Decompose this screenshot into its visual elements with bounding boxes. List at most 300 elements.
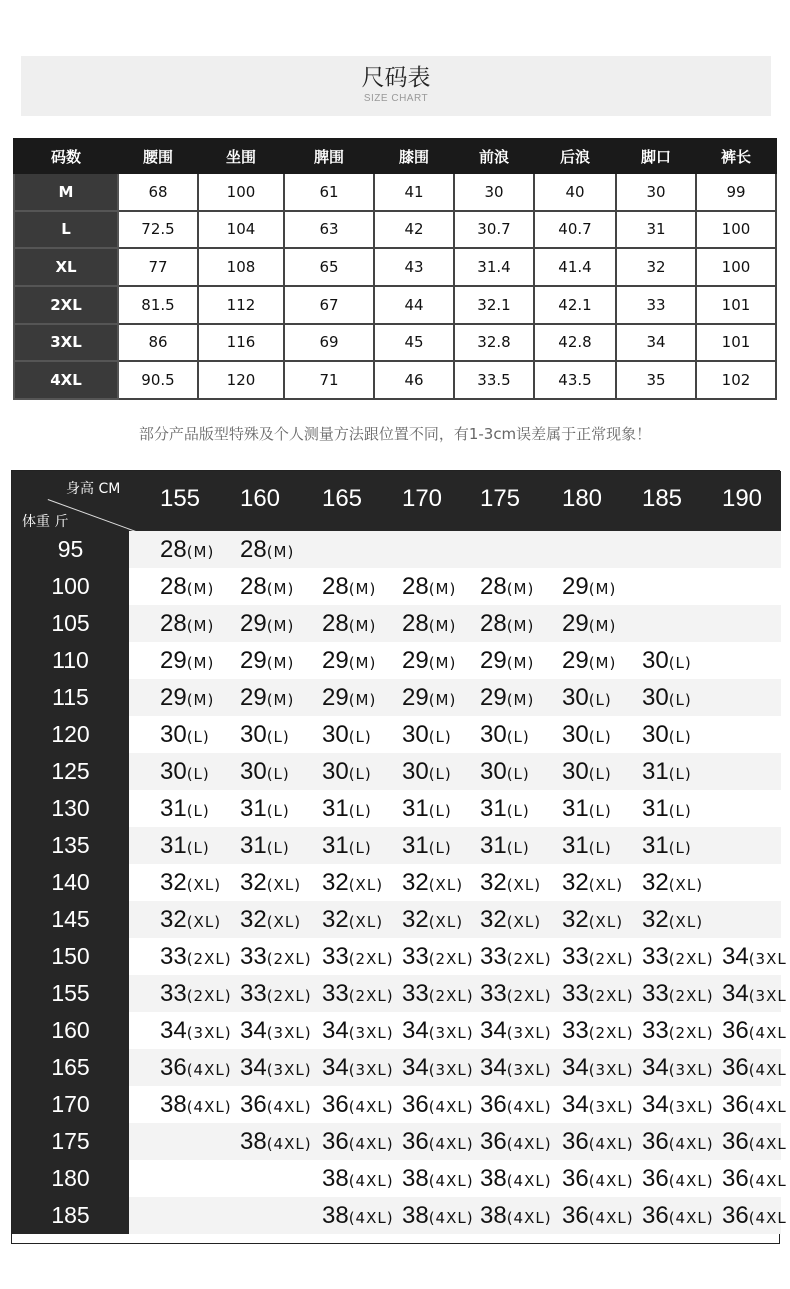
size-code: (4XL <box>748 1172 787 1190</box>
table-cell: 33 <box>616 286 696 324</box>
fit-cell <box>642 790 692 827</box>
waist-size: 28 <box>402 573 429 600</box>
fit-cell <box>322 642 376 679</box>
fit-row <box>12 1086 787 1123</box>
table-row <box>14 361 776 399</box>
waist-size: 29 <box>322 647 349 674</box>
waist-size: 29 <box>240 610 267 637</box>
fit-cell <box>240 1086 312 1123</box>
table-cell: 43.5 <box>534 361 616 399</box>
waist-size: 33 <box>562 980 589 1007</box>
fit-cell <box>160 1012 232 1049</box>
waist-size: 36 <box>722 1054 749 1081</box>
size-code: (3XL) <box>186 1024 232 1042</box>
size-code: (L) <box>348 839 372 857</box>
size-label: XL <box>14 248 118 286</box>
fit-cell <box>722 1049 787 1086</box>
fit-cell <box>240 679 294 716</box>
fit-cell <box>480 642 534 679</box>
table-cell: 42 <box>374 211 454 249</box>
waist-size: 31 <box>402 832 429 859</box>
fit-cell <box>480 938 552 975</box>
fit-cell <box>562 864 623 901</box>
table-cell: 108 <box>198 248 284 286</box>
table-cell: 100 <box>198 173 284 211</box>
fit-cell <box>160 716 210 753</box>
size-code: (XL) <box>186 876 222 894</box>
size-code: (4XL) <box>506 1135 552 1153</box>
table-row <box>14 286 776 324</box>
waist-size: 34 <box>562 1091 589 1118</box>
fit-cell <box>240 1012 312 1049</box>
waist-size: 31 <box>562 795 589 822</box>
size-code: (4XL) <box>266 1098 312 1116</box>
fit-cell <box>240 827 290 864</box>
waist-size: 33 <box>240 980 267 1007</box>
table-cell: 61 <box>284 173 374 211</box>
fit-cell <box>722 1197 787 1234</box>
waist-size: 34 <box>240 1017 267 1044</box>
fit-cell <box>480 790 530 827</box>
fit-cell <box>562 790 612 827</box>
weight-label: 140 <box>12 864 129 901</box>
fit-cell <box>160 975 232 1012</box>
size-code: (L) <box>186 839 210 857</box>
waist-size: 28 <box>160 573 187 600</box>
height-axis-label: 身高 CM <box>66 481 121 497</box>
size-code: (L) <box>348 802 372 820</box>
table-cell: 101 <box>696 324 776 362</box>
fit-cell <box>722 975 787 1012</box>
waist-size: 32 <box>240 869 267 896</box>
waist-size: 30 <box>322 721 349 748</box>
height-label: 165 <box>321 485 363 512</box>
waist-size: 29 <box>160 684 187 711</box>
waist-size: 29 <box>160 647 187 674</box>
fit-cell <box>160 827 210 864</box>
table-cell: 34 <box>616 324 696 362</box>
waist-size: 32 <box>402 869 429 896</box>
size-code: (M) <box>506 654 535 672</box>
waist-size: 32 <box>642 906 669 933</box>
fit-row <box>12 716 781 753</box>
waist-size: 32 <box>480 906 507 933</box>
fit-row <box>12 790 781 827</box>
size-code: (4XL) <box>428 1172 474 1190</box>
fit-cell <box>642 864 703 901</box>
size-code: (3XL) <box>428 1024 474 1042</box>
fit-cell <box>322 901 383 938</box>
waist-size: 34 <box>722 943 749 970</box>
size-code: (4XL <box>748 1209 787 1227</box>
waist-size: 32 <box>480 869 507 896</box>
fit-cell <box>562 605 616 642</box>
size-code: (2XL) <box>428 950 474 968</box>
waist-size: 38 <box>480 1202 507 1229</box>
waist-size: 33 <box>480 943 507 970</box>
table-cell: 72.5 <box>118 211 198 249</box>
fit-cell <box>240 938 312 975</box>
waist-size: 36 <box>402 1128 429 1155</box>
table-cell: 100 <box>696 211 776 249</box>
waist-size: 33 <box>562 1017 589 1044</box>
waist-size: 30 <box>642 721 669 748</box>
table-cell: 32.1 <box>454 286 534 324</box>
fit-cell <box>562 1086 634 1123</box>
size-label: M <box>14 173 118 211</box>
size-code: (L) <box>506 765 530 783</box>
table-cell: 120 <box>198 361 284 399</box>
size-label: L <box>14 211 118 249</box>
table-cell: 77 <box>118 248 198 286</box>
fit-cell <box>642 901 703 938</box>
waist-size: 34 <box>402 1017 429 1044</box>
table-header-row <box>14 139 776 173</box>
size-code: (L) <box>266 728 290 746</box>
size-code: (M) <box>266 580 295 598</box>
size-code: (2XL) <box>266 950 312 968</box>
size-code: (2XL) <box>588 950 634 968</box>
fit-cell <box>562 1049 634 1086</box>
size-code: (2XL) <box>266 987 312 1005</box>
size-code: (M) <box>506 617 535 635</box>
size-code: (4XL) <box>348 1209 394 1227</box>
fit-row <box>12 938 787 975</box>
waist-size: 28 <box>240 573 267 600</box>
fit-cell <box>642 938 714 975</box>
fit-cell <box>722 1012 787 1049</box>
fit-cell <box>240 605 294 642</box>
waist-size: 36 <box>480 1091 507 1118</box>
waist-size: 31 <box>642 758 669 785</box>
fit-chart-header <box>12 471 781 531</box>
size-code: (L) <box>266 765 290 783</box>
size-code: (2XL) <box>186 950 232 968</box>
fit-cell <box>322 975 394 1012</box>
table-row <box>14 173 776 211</box>
weight-label: 175 <box>12 1123 129 1160</box>
size-code: (XL) <box>428 876 464 894</box>
size-code: (M) <box>588 654 617 672</box>
weight-label: 150 <box>12 938 129 975</box>
size-code: (M) <box>588 580 617 598</box>
waist-size: 31 <box>480 832 507 859</box>
table-cell: 86 <box>118 324 198 362</box>
fit-cell <box>642 679 692 716</box>
size-code: (4XL <box>748 1061 787 1079</box>
waist-size: 33 <box>480 980 507 1007</box>
waist-size: 29 <box>402 684 429 711</box>
table-cell: 35 <box>616 361 696 399</box>
waist-size: 34 <box>562 1054 589 1081</box>
waist-size: 28 <box>402 610 429 637</box>
fit-cell <box>402 1049 474 1086</box>
size-code: (M) <box>348 580 377 598</box>
waist-size: 36 <box>722 1091 749 1118</box>
weight-label: 180 <box>12 1160 129 1197</box>
fit-cell <box>322 1197 394 1234</box>
fit-cell <box>160 1086 232 1123</box>
fit-cell <box>240 1049 312 1086</box>
fit-cell <box>160 568 214 605</box>
fit-cell <box>402 1012 474 1049</box>
fit-cell <box>402 753 452 790</box>
weight-label: 155 <box>12 975 129 1012</box>
height-label: 155 <box>159 485 201 512</box>
waist-size: 32 <box>402 906 429 933</box>
waist-size: 29 <box>562 610 589 637</box>
waist-size: 33 <box>160 943 187 970</box>
waist-size: 30 <box>240 758 267 785</box>
waist-size: 30 <box>642 684 669 711</box>
size-code: (L) <box>266 839 290 857</box>
waist-size: 30 <box>402 758 429 785</box>
waist-size: 33 <box>240 943 267 970</box>
waist-size: 33 <box>402 980 429 1007</box>
size-code: (M) <box>186 617 215 635</box>
fit-cell <box>160 790 210 827</box>
fit-cell <box>240 901 301 938</box>
size-code: (M) <box>266 617 295 635</box>
size-code: (XL) <box>588 876 624 894</box>
table-cell: 41 <box>374 173 454 211</box>
fit-cell <box>562 827 612 864</box>
fit-row <box>12 1197 787 1234</box>
size-code: (L) <box>668 802 692 820</box>
waist-size: 28 <box>322 610 349 637</box>
size-code: (L) <box>668 691 692 709</box>
fit-cell <box>480 568 534 605</box>
fit-cell <box>160 531 214 568</box>
size-code: (L) <box>428 728 452 746</box>
fit-cell <box>642 1012 714 1049</box>
size-code: (4XL) <box>266 1135 312 1153</box>
waist-size: 36 <box>562 1202 589 1229</box>
waist-size: 36 <box>240 1091 267 1118</box>
waist-size: 30 <box>562 684 589 711</box>
size-code: (2XL) <box>506 950 552 968</box>
weight-label: 145 <box>12 901 129 938</box>
waist-size: 34 <box>642 1091 669 1118</box>
waist-size: 32 <box>240 906 267 933</box>
size-code: (3XL) <box>668 1098 714 1116</box>
fit-cell <box>402 975 474 1012</box>
height-label: 170 <box>401 485 443 512</box>
table-cell: 30.7 <box>454 211 534 249</box>
size-code: (XL) <box>348 913 384 931</box>
weight-label: 95 <box>12 531 129 568</box>
waist-size: 28 <box>160 610 187 637</box>
waist-size: 30 <box>480 758 507 785</box>
size-code: (L) <box>186 728 210 746</box>
size-code: (3XL) <box>506 1061 552 1079</box>
waist-size: 31 <box>160 795 187 822</box>
size-code: (XL) <box>186 913 222 931</box>
waist-size: 31 <box>562 832 589 859</box>
fit-row <box>12 1049 787 1086</box>
waist-size: 36 <box>722 1202 749 1229</box>
size-code: (3XL) <box>266 1061 312 1079</box>
fit-row <box>12 753 781 790</box>
waist-size: 34 <box>722 980 749 1007</box>
waist-size: 28 <box>322 573 349 600</box>
waist-size: 32 <box>160 869 187 896</box>
size-code: (4XL) <box>428 1135 474 1153</box>
size-code: (M) <box>506 580 535 598</box>
table-cell: 33.5 <box>454 361 534 399</box>
fit-cell <box>322 605 376 642</box>
fit-cell <box>562 753 612 790</box>
fit-cell <box>402 901 463 938</box>
weight-label: 165 <box>12 1049 129 1086</box>
table-cell: 30 <box>454 173 534 211</box>
fit-cell <box>322 716 372 753</box>
waist-size: 28 <box>240 536 267 563</box>
fit-cell <box>322 1123 394 1160</box>
size-code: (3XL) <box>668 1061 714 1079</box>
size-code: (L) <box>186 765 210 783</box>
waist-size: 36 <box>402 1091 429 1118</box>
fit-cell <box>322 790 372 827</box>
fit-row <box>12 827 781 864</box>
waist-size: 33 <box>562 943 589 970</box>
fit-cell <box>480 1160 552 1197</box>
waist-size: 31 <box>322 795 349 822</box>
page-title: 尺码表 <box>361 65 431 91</box>
fit-cell <box>642 642 692 679</box>
fit-cell <box>240 975 312 1012</box>
weight-label: 160 <box>12 1012 129 1049</box>
fit-cell <box>402 1160 474 1197</box>
fit-row <box>12 605 781 642</box>
table-cell: 32 <box>616 248 696 286</box>
fit-cell <box>562 975 634 1012</box>
fit-row <box>12 531 781 568</box>
table-cell: 42.8 <box>534 324 616 362</box>
size-code: (4XL) <box>588 1209 634 1227</box>
waist-size: 33 <box>322 943 349 970</box>
size-code: (M) <box>348 691 377 709</box>
column-header: 前浪 <box>454 139 534 173</box>
fit-row <box>12 864 781 901</box>
weight-label: 120 <box>12 716 129 753</box>
waist-size: 34 <box>240 1054 267 1081</box>
fit-row <box>12 1012 787 1049</box>
size-label: 4XL <box>14 361 118 399</box>
size-code: (L) <box>428 765 452 783</box>
fit-cell <box>322 679 376 716</box>
table-row <box>14 248 776 286</box>
size-label: 2XL <box>14 286 118 324</box>
waist-size: 33 <box>642 980 669 1007</box>
waist-size: 34 <box>480 1017 507 1044</box>
waist-size: 36 <box>722 1017 749 1044</box>
fit-cell <box>160 642 214 679</box>
waist-size: 38 <box>322 1165 349 1192</box>
fit-cell <box>322 864 383 901</box>
waist-size: 30 <box>562 721 589 748</box>
column-header: 膝围 <box>374 139 454 173</box>
table-cell: 30 <box>616 173 696 211</box>
fit-cell <box>480 1123 552 1160</box>
fit-cell <box>160 605 214 642</box>
size-code: (XL) <box>668 876 704 894</box>
waist-size: 33 <box>642 943 669 970</box>
size-code: (2XL) <box>348 950 394 968</box>
fit-cell <box>562 568 616 605</box>
fit-cell <box>240 642 294 679</box>
waist-size: 29 <box>240 647 267 674</box>
table-cell: 104 <box>198 211 284 249</box>
fit-cell <box>480 1197 552 1234</box>
waist-size: 32 <box>160 906 187 933</box>
fit-cell <box>402 642 456 679</box>
fit-cell <box>240 568 294 605</box>
fit-cell <box>722 1123 787 1160</box>
waist-size: 34 <box>642 1054 669 1081</box>
waist-size: 30 <box>402 721 429 748</box>
table-cell: 40.7 <box>534 211 616 249</box>
waist-size: 36 <box>322 1128 349 1155</box>
fit-cell <box>322 568 376 605</box>
size-code: (L) <box>348 765 372 783</box>
fit-row <box>12 975 787 1012</box>
fit-cell <box>402 938 474 975</box>
size-code: (M) <box>266 691 295 709</box>
weight-axis-label: 体重 斤 <box>22 514 69 530</box>
fit-cell <box>642 1160 714 1197</box>
column-header: 码数 <box>14 139 118 173</box>
waist-size: 29 <box>322 684 349 711</box>
waist-size: 31 <box>642 795 669 822</box>
fit-cell <box>160 938 232 975</box>
fit-cell <box>480 1012 552 1049</box>
column-header: 腰围 <box>118 139 198 173</box>
size-code: (L) <box>588 839 612 857</box>
fit-cell <box>562 642 616 679</box>
waist-size: 29 <box>562 647 589 674</box>
size-code: (L) <box>506 802 530 820</box>
size-code: (L) <box>588 691 612 709</box>
table-cell: 43 <box>374 248 454 286</box>
waist-size: 32 <box>642 869 669 896</box>
fit-cell <box>160 679 214 716</box>
fit-cell <box>480 679 534 716</box>
weight-label: 130 <box>12 790 129 827</box>
waist-size: 31 <box>402 795 429 822</box>
table-cell: 31.4 <box>454 248 534 286</box>
size-code: (M) <box>186 654 215 672</box>
table-cell: 99 <box>696 173 776 211</box>
table-cell: 67 <box>284 286 374 324</box>
size-code: (XL) <box>266 876 302 894</box>
waist-size: 31 <box>322 832 349 859</box>
fit-cell <box>402 1197 474 1234</box>
fit-cell <box>480 1049 552 1086</box>
column-header: 脚口 <box>616 139 696 173</box>
waist-size: 36 <box>562 1128 589 1155</box>
size-code: (L) <box>588 728 612 746</box>
size-code: (4XL <box>748 1024 787 1042</box>
waist-size: 30 <box>562 758 589 785</box>
fit-cell <box>480 753 530 790</box>
table-cell: 63 <box>284 211 374 249</box>
weight-label: 100 <box>12 568 129 605</box>
size-code: (2XL) <box>348 987 394 1005</box>
size-code: (L) <box>588 765 612 783</box>
size-code: (3XL) <box>348 1061 394 1079</box>
fit-cell <box>562 938 634 975</box>
